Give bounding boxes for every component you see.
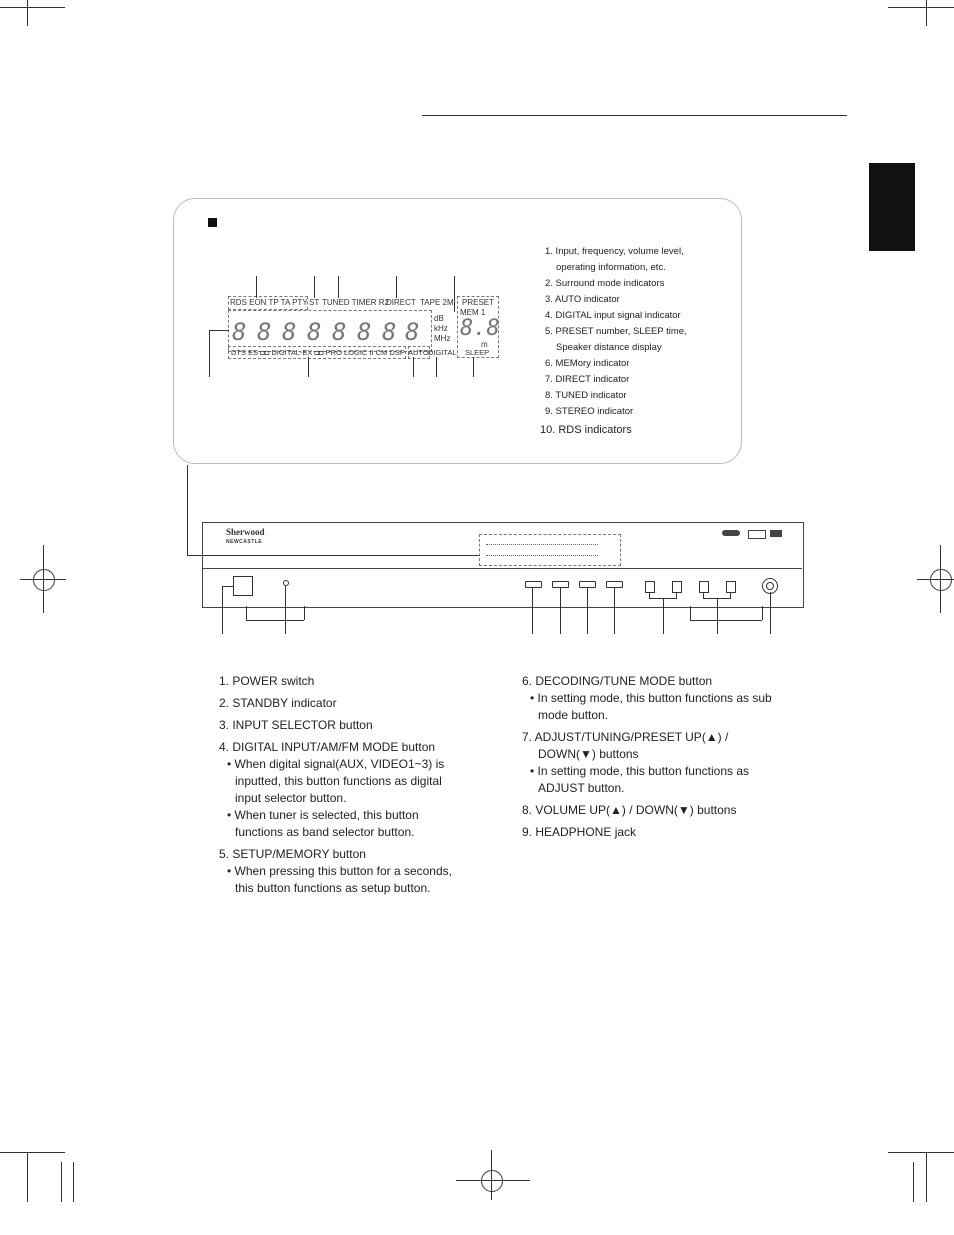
- list-sub-item: input selector button.: [235, 791, 347, 805]
- crop-mark: [926, 1152, 927, 1202]
- callout-leader: [413, 357, 414, 377]
- rds-indicators: RDS EON TP TA PTY: [230, 298, 308, 307]
- callout-leader: [338, 276, 339, 298]
- callout-leader: [532, 588, 533, 634]
- crop-mark: [73, 1162, 74, 1202]
- connector-line: [187, 465, 188, 555]
- segment-digit: 8: [257, 318, 272, 346]
- left-description-column: [219, 673, 489, 897]
- list-item: 6. DECODING/TUNE MODE button: [522, 674, 713, 688]
- list-item: 1. POWER switch: [219, 674, 315, 688]
- list-item: 2. STANDBY indicator: [219, 696, 337, 710]
- crop-mark: [0, 1152, 65, 1153]
- preset-label: PRESET: [462, 298, 495, 307]
- callout-leader: [587, 588, 588, 634]
- list-item: operating information, etc.: [556, 262, 666, 273]
- segment-digit: 8: [357, 318, 372, 346]
- list-sub-item: this button functions as setup button.: [235, 881, 431, 895]
- crop-mark: [888, 7, 954, 8]
- crop-mark: [27, 0, 28, 26]
- segment-digit: 8: [405, 318, 420, 346]
- crop-mark: [27, 1152, 28, 1202]
- brand-logo: [226, 528, 265, 546]
- list-item: Speaker distance display: [556, 342, 662, 353]
- list-sub-item: ADJUST button.: [538, 781, 625, 795]
- list-sub-item: inputted, this button functions as digital: [235, 774, 442, 788]
- header-rule: [422, 115, 847, 116]
- crop-mark: [61, 1162, 62, 1202]
- mem-indicator: MEM 1: [460, 308, 486, 317]
- callout-leader: [304, 606, 305, 620]
- right-description-column: [522, 673, 812, 846]
- callout-leader: [246, 606, 247, 620]
- crop-mark: [491, 1150, 492, 1200]
- adjust-up-button[interactable]: [672, 581, 682, 593]
- list-sub-item: mode button.: [538, 708, 609, 722]
- list-item: 8. VOLUME UP(▲) / DOWN(▼) buttons: [522, 803, 737, 817]
- crop-mark: [456, 1180, 530, 1181]
- input-selector-button[interactable]: [525, 581, 542, 588]
- brand-name: Sherwood: [226, 527, 265, 537]
- list-item: 4. DIGITAL INPUT/AM/FM MODE button: [219, 740, 436, 754]
- crop-mark: [888, 1152, 954, 1153]
- callout-leader: [314, 276, 315, 298]
- unit-m: m: [481, 340, 488, 349]
- callout-leader: [396, 276, 397, 298]
- power-switch[interactable]: [233, 576, 253, 596]
- list-item: 5. SETUP/MEMORY button: [219, 847, 366, 861]
- list-item: 2. Surround mode indicators: [545, 278, 665, 289]
- callout-leader: [209, 330, 210, 377]
- auto-indicator: AUTO: [408, 348, 429, 357]
- crop-mark: [0, 7, 65, 8]
- registration-mark: [33, 569, 55, 591]
- direct-indicator: DIRECT: [386, 298, 416, 307]
- callout-leader: [454, 276, 455, 312]
- list-item: 10. RDS indicators: [540, 424, 632, 436]
- registration-mark: [481, 1170, 503, 1192]
- list-item: 9. HEADPHONE jack: [522, 825, 637, 839]
- callout-leader: [285, 586, 286, 634]
- callout-leader: [690, 620, 762, 621]
- list-item: 6. MEMory indicator: [545, 358, 630, 369]
- crop-mark: [20, 579, 66, 580]
- segment-digit: 8: [382, 318, 397, 346]
- crop-mark: [926, 0, 927, 26]
- callout-leader: [770, 592, 771, 634]
- dts-badge-icon: [770, 530, 782, 537]
- decoding-tune-mode-button[interactable]: [606, 581, 623, 588]
- callout-leader: [560, 588, 561, 634]
- callout-leader: [717, 598, 718, 634]
- list-sub-item: functions as band selector button.: [235, 825, 415, 839]
- list-item: DOWN(▼) buttons: [538, 747, 639, 761]
- standby-indicator: [283, 580, 289, 586]
- segment-digit: 8: [307, 318, 322, 346]
- registration-mark: [930, 569, 952, 591]
- sleep-indicator: SLEEP: [465, 348, 490, 357]
- panel-divider: [202, 568, 802, 569]
- list-item: 7. ADJUST/TUNING/PRESET UP(▲) /: [522, 730, 729, 744]
- indicator-list: [540, 244, 687, 438]
- volume-down-button[interactable]: [699, 581, 709, 593]
- crop-mark: [917, 579, 954, 580]
- list-item: 9. STEREO indicator: [545, 406, 634, 417]
- callout-leader: [473, 357, 474, 377]
- callout-leader: [690, 606, 691, 620]
- callout-leader: [614, 588, 615, 634]
- language-tab: [869, 163, 915, 251]
- tape-indicator: TAPE 2M: [420, 298, 454, 307]
- callout-leader: [222, 586, 223, 634]
- brand-sub: NEWCASTLE: [226, 539, 263, 545]
- unit-db: dB: [434, 314, 444, 323]
- callout-leader: [256, 276, 257, 298]
- setup-memory-button[interactable]: [579, 581, 596, 588]
- segment-digit: 8: [332, 318, 347, 346]
- list-item: 5. PRESET number, SLEEP time,: [545, 326, 687, 337]
- unit-khz: kHz: [434, 324, 448, 333]
- list-sub-item: • In setting mode, this button functions as sub: [530, 691, 772, 705]
- callout-leader: [762, 606, 763, 620]
- stereo-indicator: ST: [309, 298, 320, 307]
- list-item: 8. TUNED indicator: [545, 390, 627, 401]
- segment-digit: 8: [232, 318, 247, 346]
- callout-leader: [308, 357, 309, 377]
- unit-mhz: MHz: [434, 334, 451, 343]
- dolby-badge-icon: [748, 530, 766, 539]
- section-square-icon: [208, 218, 217, 227]
- digital-input-am-fm-button[interactable]: [552, 581, 569, 588]
- callout-leader: [246, 620, 304, 621]
- list-item: 3. INPUT SELECTOR button: [219, 718, 373, 732]
- tuned-timer-indicator: TUNED TIMER R2: [322, 298, 389, 307]
- callout-leader: [436, 357, 437, 377]
- callout-leader: [663, 598, 664, 634]
- list-sub-item: • In setting mode, this button functions as: [530, 764, 749, 778]
- callout-leader: [209, 330, 229, 331]
- list-item: 1. Input, frequency, volume level,: [545, 246, 684, 257]
- list-sub-item: • When pressing this button for a seconds,: [227, 864, 452, 878]
- crop-mark: [913, 1162, 914, 1202]
- preset-digits: 8.8: [460, 316, 500, 341]
- list-item: 4. DIGITAL input signal indicator: [545, 310, 681, 321]
- list-sub-item: • When tuner is selected, this button: [227, 808, 419, 822]
- volume-up-button[interactable]: [726, 581, 736, 593]
- surround-mode-indicators: DTS ES ◘◘ DIGITAL-EX ◘◘ PRO LOGIC II CM DSP: [231, 348, 405, 357]
- digital-indicator: DIGITAL: [428, 348, 457, 357]
- list-sub-item: • When digital signal(AUX, VIDEO1~3) is: [227, 757, 445, 771]
- badge-icon: [722, 530, 740, 536]
- callout-leader: [222, 586, 233, 587]
- segment-digit: 8: [282, 318, 297, 346]
- list-item: 7. DIRECT indicator: [545, 374, 630, 385]
- adjust-down-button[interactable]: [645, 581, 655, 593]
- list-item: 3. AUTO indicator: [545, 294, 620, 305]
- display-window-digits: [486, 544, 598, 556]
